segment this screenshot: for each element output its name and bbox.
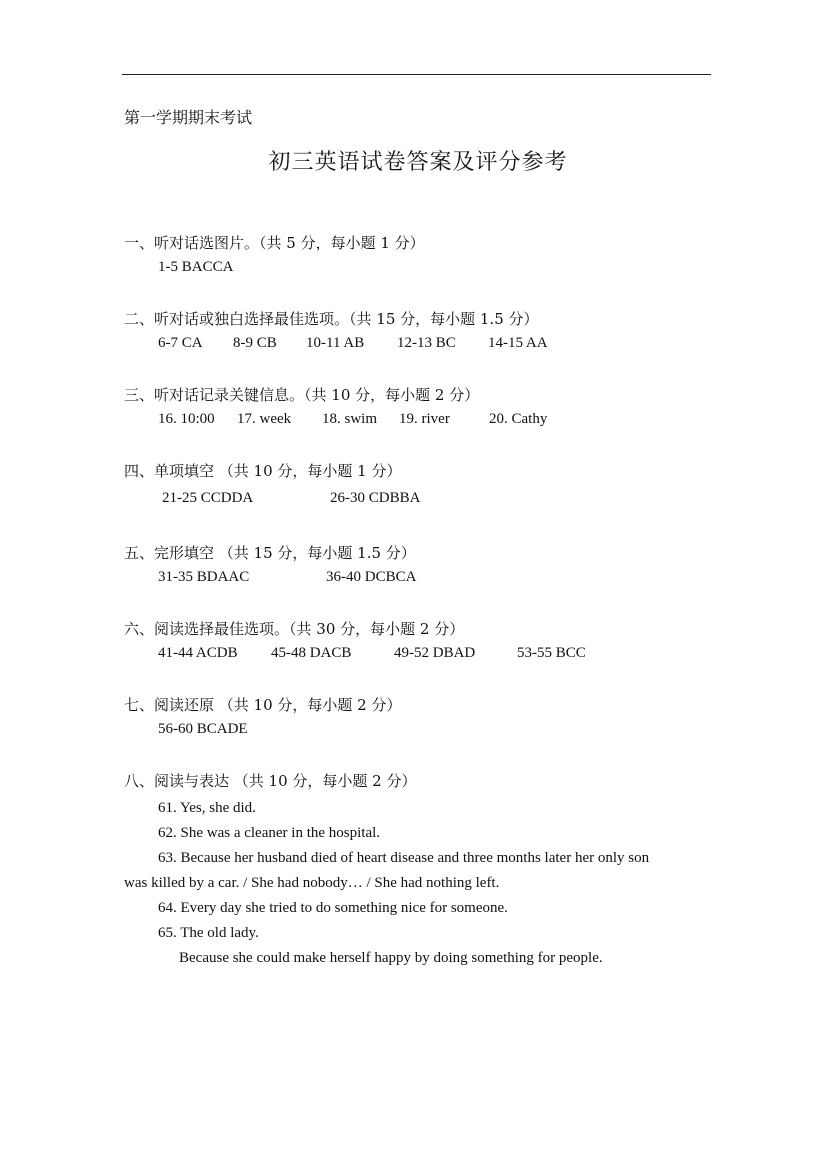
section-2-answer: 6-7 CA (158, 335, 203, 351)
answer-63-continued: was killed by a car. / She had nobody… / She had nothing left. (124, 875, 500, 891)
answer-64: 64. Every day she tried to do something nice for someone. (158, 900, 508, 916)
answer-65-reason: Because she could make herself happy by doing something for people. (179, 950, 603, 966)
section-3-answer: 20. Cathy (489, 411, 548, 427)
section-2-answer: 14-15 AA (488, 335, 548, 351)
section-6-answer: 53-55 BCC (517, 645, 586, 661)
section-6-answer: 49-52 DBAD (394, 645, 476, 661)
section-2-answer: 10-11 AB (306, 335, 365, 351)
answer-61: 61. Yes, she did. (158, 800, 256, 816)
answer-65: 65. The old lady. (158, 925, 259, 941)
section-1-answer: 1-5 BACCA (158, 259, 234, 275)
section-8-heading: 八、阅读与表达 （共 10 分，每小题 2 分） (124, 772, 417, 790)
answer-62: 62. She was a cleaner in the hospital. (158, 825, 381, 841)
section-5-answer: 36-40 DCBCA (326, 569, 417, 585)
section-3-answer: 18. swim (322, 411, 378, 427)
section-2-answer: 8-9 CB (233, 335, 277, 351)
answer-63: 63. Because her husband died of heart disease and three months later her only son (158, 850, 650, 866)
section-3-answer: 17. week (237, 411, 292, 427)
section-2-answer: 12-13 BC (397, 335, 456, 351)
section-7-answer: 56-60 BCADE (158, 721, 248, 737)
section-6-answer: 45-48 DACB (271, 645, 352, 661)
section-2-heading: 二、听对话或独白选择最佳选项。（共 15 分，每小题 1.5 分） (124, 310, 539, 328)
section-3-answer: 16. 10:00 (158, 411, 215, 427)
page-title: 初三英语试卷答案及评分参考 (268, 150, 568, 175)
section-4-heading: 四、单项填空 （共 10 分，每小题 1 分） (124, 462, 402, 480)
section-5-heading: 五、完形填空 （共 15 分，每小题 1.5 分） (124, 544, 416, 562)
top-rule (122, 74, 711, 75)
section-6-answer: 41-44 ACDB (158, 645, 238, 661)
section-3-heading: 三、听对话记录关键信息。（共 10 分，每小题 2 分） (124, 386, 480, 404)
section-6-heading: 六、阅读选择最佳选项。（共 30 分，每小题 2 分） (124, 620, 465, 638)
section-1-heading: 一、听对话选图片。（共 5 分，每小题 1 分） (124, 234, 425, 252)
section-4-answer: 26-30 CDBBA (330, 490, 421, 506)
section-4-answer: 21-25 CCDDA (162, 490, 254, 506)
section-5-answer: 31-35 BDAAC (158, 569, 250, 585)
exam-subtitle: 第一学期期末考试 (124, 108, 253, 127)
section-3-answer: 19. river (399, 411, 450, 427)
section-7-heading: 七、阅读还原 （共 10 分，每小题 2 分） (124, 696, 402, 714)
